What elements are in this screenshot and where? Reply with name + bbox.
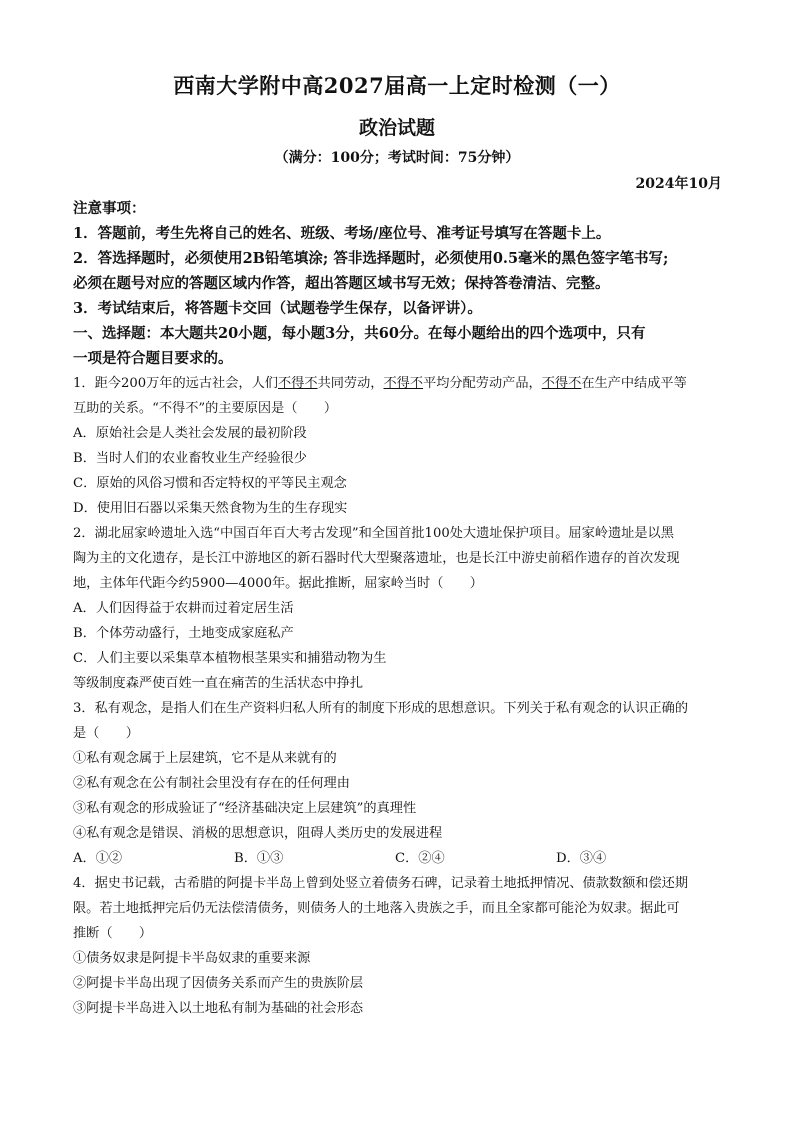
notice-item-3: 3．考试结束后，将答题卡交回（试题卷学生保存，以备评讲）。 xyxy=(73,300,482,317)
q1-text: 在生产中结成平等 xyxy=(581,376,687,391)
question-1-option-d: D．使用旧石器以采集天然食物为生的生存现实 xyxy=(73,501,348,516)
question-3-stem-cont: 是（ ） xyxy=(73,726,139,741)
question-2-option-d: 等级制度森严使百姓一直在痛苦的生活状态中挣扎 xyxy=(73,676,364,691)
q1-underline: 不得不 xyxy=(541,376,582,391)
question-3-options xyxy=(73,846,723,871)
question-2-stem-cont: 陶为主的文化遗存，是长江中游地区的新石器时代大型聚落遗址，也是长江中游史前稻作遗存的首次发现 xyxy=(73,551,680,566)
q1-text: 共同劳动， xyxy=(317,376,384,391)
question-2-option-b: B．个体劳动盛行，土地变成家庭私产 xyxy=(73,626,294,641)
question-1-stem xyxy=(73,371,723,396)
notice-item-2: 2．答选择题时，必须使用2B铅笔填涂; 答非选择题时，必须使用0.5毫米的黑色签字笔书写; xyxy=(73,250,669,267)
q1-underline: 不得不 xyxy=(278,376,318,391)
notice-item-1: 1．答题前，考生先将自己的姓名、班级、考场/座位号、准考证号填写在答题卡上。 xyxy=(73,225,611,242)
question-1-option-c: C．原始的风俗习惯和否定特权的平等民主观念 xyxy=(73,476,347,491)
question-3-stem: 3．私有观念，是指人们在生产资料归私人所有的制度下形成的思想意识。下列关于私有观念的认识正确的 xyxy=(73,701,689,716)
question-4-statement-3: ③阿提卡半岛进入以土地私有制为基础的社会形态 xyxy=(73,1001,364,1016)
question-4-statement-1: ①债务奴隶是阿提卡半岛奴隶的重要来源 xyxy=(73,951,311,966)
question-4-statement-2: ②阿提卡半岛出现了因债务关系而产生的贵族阶层 xyxy=(73,976,364,991)
question-2-stem: 2．湖北屈家岭遗址入选“中国百年百大考古发现”和全国首批100处大遗址保护项目。屈家岭遗址是以黑 xyxy=(73,526,674,541)
exam-meta: （满分：100分；考试时间：75分钟） xyxy=(274,150,520,166)
question-3-statement-4: ④私有观念是错误、消极的思想意识，阻碍人类历史的发展进程 xyxy=(73,826,443,841)
notice-item-2-cont: 必须在题号对应的答题区域内作答，超出答题区域书写无效；保持答卷清洁、完整。 xyxy=(73,275,610,292)
q1-text: 平均分配劳动产品， xyxy=(423,376,542,391)
question-3-option-a: A．①② xyxy=(73,851,123,866)
question-3-statement-2: ②私有观念在公有制社会里没有存在的任何理由 xyxy=(73,776,350,791)
question-3-option-c: C．②④ xyxy=(395,851,445,866)
question-4-stem-cont: 推断（ ） xyxy=(73,926,153,941)
notice-heading: 注意事项： xyxy=(73,200,146,217)
question-3-option-d: D．③④ xyxy=(556,851,607,866)
question-1-option-a: A．原始社会是人类社会发展的最初阶段 xyxy=(73,426,307,441)
question-1-option-b: B．当时人们的农业畜牧业生产经验很少 xyxy=(73,451,307,466)
section-heading: 一、选择题：本大题共20小题，每小题3分，共60分。在每小题给出的四个选项中，只有 xyxy=(73,325,646,342)
question-2-option-a: A．人们因得益于农耕而过着定居生活 xyxy=(73,601,294,616)
subject-title: 政治试题 xyxy=(358,117,435,139)
question-3-statement-3: ③私有观念的形成验证了“经济基础决定上层建筑”的真理性 xyxy=(73,801,417,816)
question-4-stem-cont: 限。若土地抵押完后仍无法偿清债务，则债务人的土地落入贵族之手，而且全家都可能沦为奴隶。据此可 xyxy=(73,901,680,916)
q1-underline: 不得不 xyxy=(383,376,424,391)
question-1-stem-cont: 互助的关系。“不得不”的主要原因是（ ） xyxy=(73,401,338,416)
question-3-option-b: B．①③ xyxy=(234,851,284,866)
q1-text: 1．距今200万年的远古社会，人们 xyxy=(73,376,278,391)
question-4-stem: 4．据史书记载，古希腊的阿提卡半岛上曾到处竖立着债务石碑，记录着土地抵押情况、债款数额和偿还期 xyxy=(73,876,689,891)
exam-date: 2024年10月 xyxy=(635,176,722,192)
question-3-statement-1: ①私有观念属于上层建筑，它不是从来就有的 xyxy=(73,751,337,766)
question-2-stem-cont: 地，主体年代距今约5900—4000年。据此推断，屈家岭当时（ ） xyxy=(73,576,483,591)
section-heading-cont: 一项是符合题目要求的。 xyxy=(73,350,233,367)
question-2-option-c: C．人们主要以采集草本植物根茎果实和捕猎动物为生 xyxy=(73,651,387,666)
exam-title: 西南大学附中高2027届高一上定时检测（一） xyxy=(173,73,621,98)
exam-content xyxy=(73,196,723,1021)
